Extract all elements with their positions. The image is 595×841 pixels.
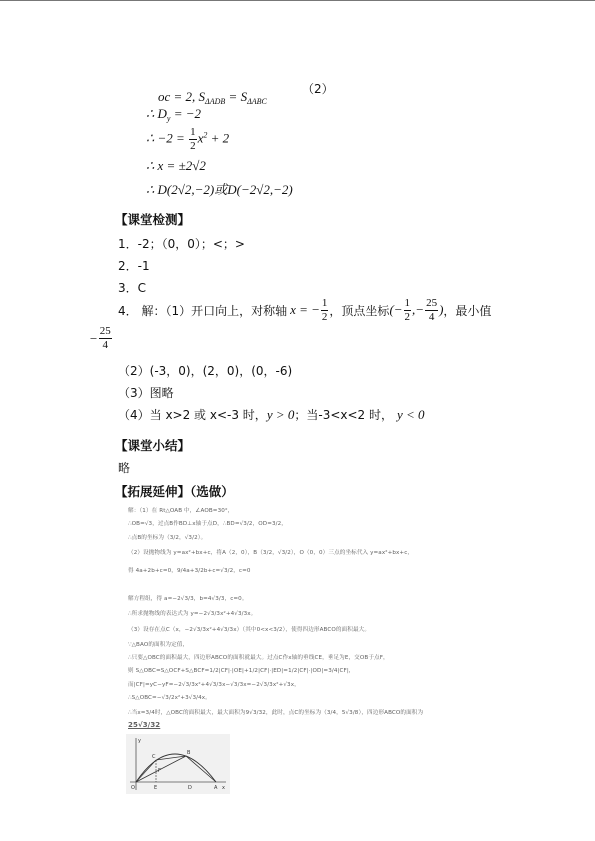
scan-line: ∴只要△OBC的面积最大，四边形ABCO的面积就最大。过点C作x轴的垂线CE，垂足为E，交OB于点F， (128, 655, 389, 661)
derivation-line-1: oc = 2, $S_{\Delta ADB} = S_{\Delta ABC}$ (158, 89, 267, 106)
label-a: A (214, 785, 218, 791)
label-f: F (158, 768, 161, 774)
scan-line: 而|CF|=yC−yF=−2√3/3x²+4√3/3x−√3/3x=−2√3/3x²+√3x， (128, 682, 300, 688)
section-title-extend: 【拓展延伸】（选做） (115, 484, 234, 499)
derivation-line-4: ∴ x = ±2√2 (146, 158, 206, 173)
scan-line: ∴当x=3/4时，△OBC的面积最大，最大面积为9√3/32，此时，点C的坐标为（3/4，5√3/8），四边形ABCO的面积为 (128, 710, 424, 716)
label-y: y (138, 738, 141, 744)
label-e: E (154, 785, 158, 791)
scan-line: 得 4a+2b+c=0，9/4a+3/2b+c=√3/2，c=0 (128, 568, 251, 574)
label-x: x (222, 785, 225, 791)
check-item-2: 2．-1 (118, 259, 150, 273)
scan-line: 则 S△OBC=S△OCF+S△BCF=1/2|CF|·|OE|+1/2|CF|·|ED|=1/2|CF|·|OD|=3/4|CF|， (128, 668, 355, 674)
check-item-3: 3．C (118, 281, 147, 295)
problem-part-marker: （2） (302, 82, 334, 96)
check-item-4: 4． 解：（1）开口向上，对称轴 x = − $\frac{1}{2}$ ，顶点坐标 (− $\frac{1}{2}$ ,− $\frac{25}{4}$ ) ，最小值 (118, 296, 492, 323)
scan-line: 解：（1）在 Rt△OAB 中，∠AOB=30°， (128, 508, 234, 514)
scan-line: 解方程组，得 a=−2√3/3，b=4√3/3，c=0。 (128, 596, 248, 602)
section-title-summary: 【课堂小结】 (115, 438, 191, 453)
scanned-solution (126, 502, 536, 802)
label-d: D (188, 785, 192, 791)
scan-line: ∵△BAO的面积为定值， (128, 642, 189, 648)
scan-line-answer: 25√3/32 (128, 721, 161, 729)
scan-line: （3）设存在点C（x，−2√3/3x²+4√3/3x）（其中0<x<3/2），使得四边形ABCO的面积最大。 (128, 627, 371, 633)
derivation-line-5: ∴ D(2√2,−2)或D(−2√2,−2) (146, 182, 293, 197)
min-value: − $\frac{25}{4}$ (89, 325, 111, 351)
scan-line: ∴所求抛物线的表达式为 y=−2√3/3x²+4√3/3x。 (128, 611, 257, 617)
scan-line: ∴OB=√3，过点B作BD⊥x轴于点D，∴BD=√3/2，OD=3/2， (128, 521, 287, 527)
derivation-line-3: ∴ −2 = $\frac{1}{2}$ $x^2 + 2$ (146, 126, 230, 152)
check-item-4-part-3: （3）图略 (118, 386, 174, 400)
section-title-check: 【课堂检测】 (115, 212, 191, 227)
label-o: O (131, 785, 135, 791)
scan-line: ∴点B的坐标为（3/2，√3/2）。 (128, 535, 207, 541)
scan-line: ∴S△OBC=−√3/2x²+3√3/4x。 (128, 695, 211, 701)
scan-line: （2）设抛物线为 y=ax²+bx+c，将A（2，0），B（3/2，√3/2），O（0，0）三点的坐标代入 y=ax²+bx+c， (128, 550, 414, 556)
page-top-border (0, 0, 595, 1)
check-item-4-part-2: （2）(-3，0)，(2，0)，(0，-6) (118, 364, 293, 378)
label-b: B (187, 750, 191, 756)
label-c: C (152, 754, 156, 760)
parabola-figure (126, 734, 230, 794)
summary-body: 略 (118, 461, 131, 475)
check-item-1: 1．-2；（0，0）；<；> (118, 237, 245, 251)
derivation-line-2: ∴ $D_y = -2$ (146, 106, 202, 123)
check-item-4-part-4: （4）当 x>2 或 x<-3 时，y > 0；当-3<x<2 时， y < 0 (118, 407, 425, 422)
